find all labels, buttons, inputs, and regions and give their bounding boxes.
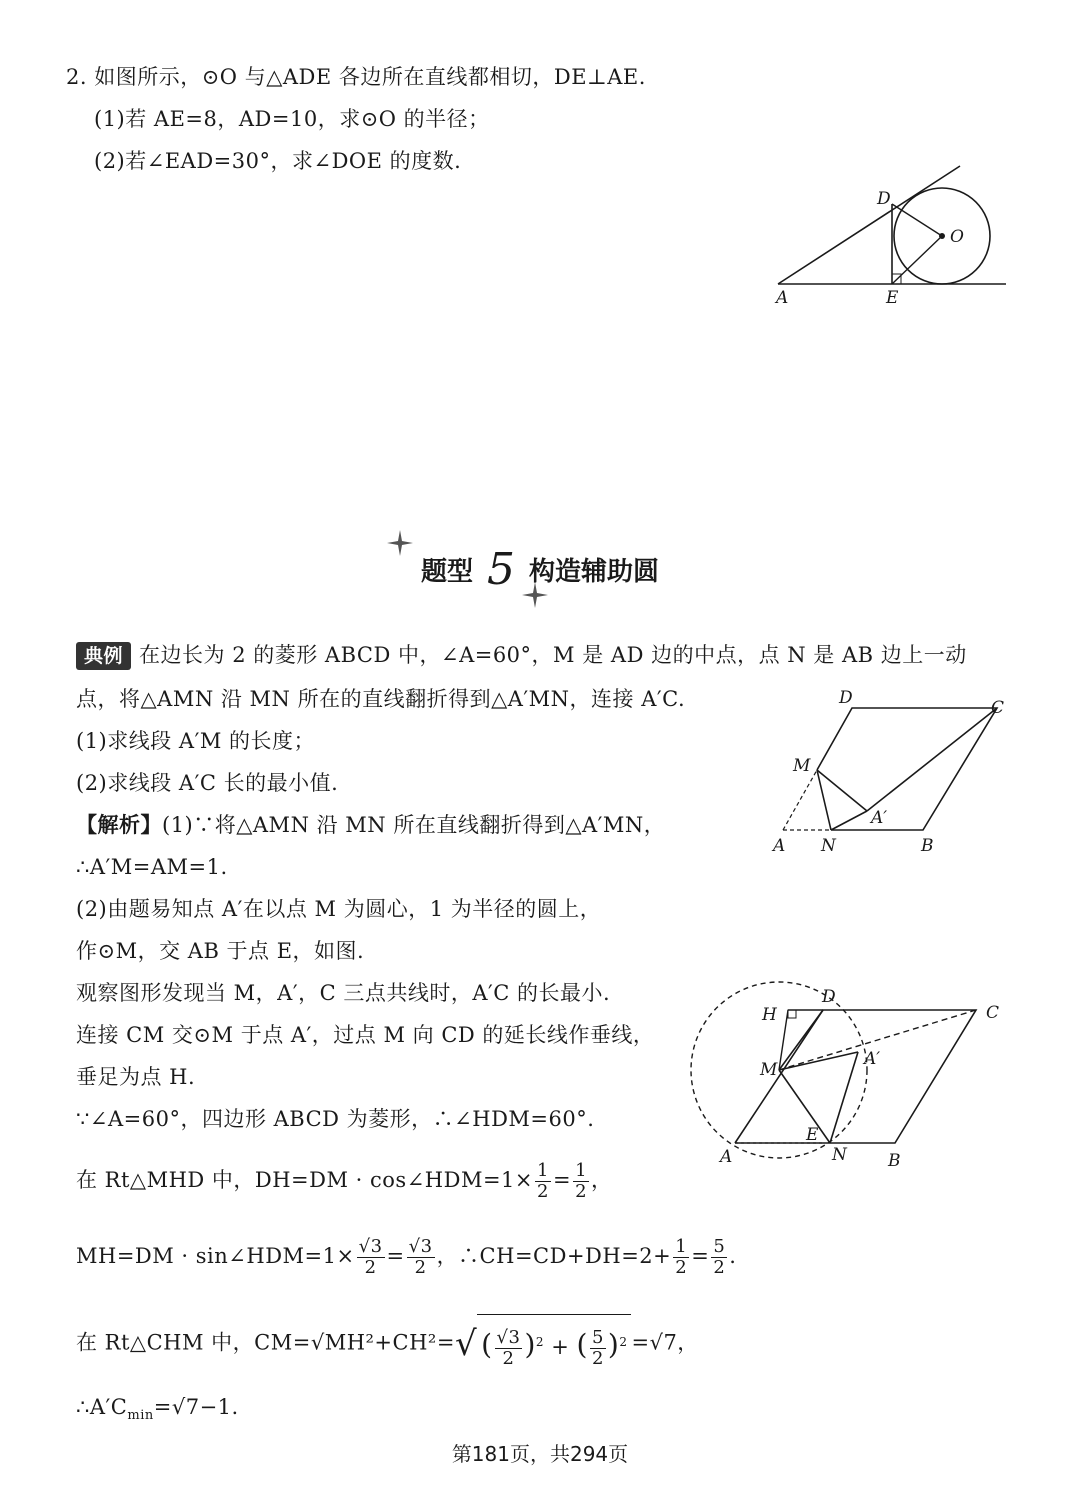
example-badge: 典例 <box>76 642 131 670</box>
fig3-label-c: C <box>986 1003 1000 1023</box>
fraction-sqrt3-half <box>357 1237 385 1278</box>
figure-circle-tangent <box>770 160 1020 310</box>
solution-line7: 垂足为点 H. <box>76 1065 196 1089</box>
line11-eq: = <box>436 1330 455 1355</box>
line11-sqrt: √MH²+CH² <box>310 1330 437 1355</box>
frac-num: √3 <box>408 1236 433 1257</box>
solution-line10 <box>76 1234 736 1278</box>
q2-line2: (1)若 AE=8，AD=10，求⊙O 的半径； <box>94 107 490 131</box>
line10-text-d: = <box>691 1244 710 1268</box>
line12-sub: min <box>127 1408 154 1424</box>
fig3-label-h: H <box>762 1005 777 1025</box>
fig3-label-n: N <box>832 1145 847 1165</box>
frac-num: 1 <box>537 1160 549 1181</box>
example-line2: 点，将△AMN 沿 MN 所在的直线翻折得到△A′MN，连接 A′C. <box>76 687 686 711</box>
frac-den: 2 <box>537 1181 549 1202</box>
frac-num: 1 <box>575 1160 588 1181</box>
line12-text: ∴A′C <box>76 1395 128 1419</box>
fig3-label-d: D <box>822 987 836 1007</box>
frac-den: 2 <box>675 1257 688 1278</box>
fig3-label-m: M <box>760 1060 778 1080</box>
solution-line4: 作⊙M，交 AB 于点 E，如图. <box>76 939 365 963</box>
solution-text1: (1)∵将△AMN 沿 MN 所在直线翻折得到△A′MN， <box>162 813 666 837</box>
fig1-label-e: E <box>886 288 899 308</box>
fig3-label-a-prime: A′ <box>864 1049 881 1069</box>
fig2-label-d: D <box>839 688 853 708</box>
line10-text-e: . <box>729 1244 737 1268</box>
fig3-label-e: E <box>806 1125 819 1145</box>
section-prefix: 题型 <box>420 557 473 587</box>
frac-den: 2 <box>364 1257 377 1278</box>
fig1-label-o: O <box>950 227 964 247</box>
fig2-label-n: N <box>821 836 836 856</box>
line9-text-b: = <box>552 1168 572 1192</box>
frac-den: 2 <box>591 1348 604 1369</box>
fig2-label-b: B <box>921 836 934 856</box>
example-line4: (2)求线段 A′C 长的最小值. <box>76 771 339 795</box>
frac-inner-1 <box>495 1328 523 1369</box>
fig2-label-c: C <box>991 698 1005 718</box>
section-title <box>0 545 1080 597</box>
frac-num: √3 <box>358 1236 383 1257</box>
line10-text-b: = <box>386 1244 405 1268</box>
figure-auxiliary-circle <box>690 980 1020 1175</box>
q2-line3: (2)若∠EAD=30°，求∠DOE 的度数. <box>94 149 462 173</box>
fraction-half-3 <box>673 1237 689 1278</box>
fig3-label-a: A <box>720 1147 733 1167</box>
fraction-five-half <box>711 1237 727 1278</box>
fraction-half <box>535 1161 551 1202</box>
fig2-label-a: A <box>773 836 786 856</box>
fig1-label-a: A <box>776 288 789 308</box>
frac-inner-2 <box>590 1328 606 1369</box>
line10-text-c: ，∴CH=CD+DH=2+ <box>436 1244 672 1268</box>
section-name: 构造辅助圆 <box>529 557 660 587</box>
solution-tag: 【解析】 <box>76 812 162 837</box>
line9-text-c: ， <box>591 1168 613 1192</box>
solution-line11 <box>76 1314 699 1374</box>
solution-line6: 连接 CM 交⊙M 于点 A′，过点 M 向 CD 的延长线作垂线， <box>76 1023 655 1047</box>
frac-num: 5 <box>591 1327 604 1348</box>
solution-line8: ∵∠A=60°，四边形 ABCD 为菱形，∴∠HDM=60°. <box>76 1107 595 1131</box>
fig2-label-a-prime: A′ <box>871 808 888 828</box>
frac-num: 1 <box>675 1236 688 1257</box>
example-line1 <box>76 640 967 670</box>
solution-line9 <box>76 1158 613 1202</box>
line12-text-b: =√7−1. <box>153 1395 239 1419</box>
q2-line1: 2. 如图所示，⊙O 与△ADE 各边所在直线都相切，DE⊥AE. <box>66 65 646 89</box>
frac-den: 2 <box>414 1257 427 1278</box>
line9-text-a: 在 Rt△MHD 中，DH=DM · cos∠HDM=1× <box>76 1168 533 1192</box>
section-number: 5 <box>487 544 515 595</box>
page-footer: 第181页，共294页 <box>451 1442 629 1466</box>
fig3-label-b: B <box>888 1151 901 1171</box>
line11-text-a: 在 Rt△CHM 中，CM= <box>76 1330 311 1355</box>
frac-num: 5 <box>713 1236 726 1257</box>
example-line3: (1)求线段 A′M 的长度； <box>76 729 316 753</box>
fraction-half-2 <box>573 1161 589 1202</box>
solution-line2: ∴A′M=AM=1. <box>76 855 228 879</box>
line10-text-a: MH=DM · sin∠HDM=1× <box>76 1244 355 1268</box>
solution-line3: (2)由题易知点 A′在以点 M 为圆心，1 为半径的圆上， <box>76 897 602 921</box>
big-sqrt: √ <box>454 1324 478 1364</box>
fig2-label-m: M <box>793 756 811 776</box>
line11-text-d: =√7， <box>631 1330 699 1355</box>
frac-den: 2 <box>713 1257 726 1278</box>
fig1-label-d: D <box>877 189 891 209</box>
solution-line1 <box>76 810 665 840</box>
frac-num: √3 <box>496 1327 521 1348</box>
solution-line12 <box>76 1392 239 1431</box>
example-text1: 在边长为 2 的菱形 ABCD 中，∠A=60°，M 是 AD 边的中点，点 N 是 AB 边上一动 <box>139 643 967 667</box>
sqrt-body: ( $\frac{√3}{2}$ )$^2$ + ( $\frac{5}{2}$ )$^2$ <box>477 1314 631 1374</box>
solution-line5: 观察图形发现当 M，A′，C 三点共线时，A′C 的长最小. <box>76 981 611 1005</box>
figure-rhombus <box>765 685 1045 865</box>
frac-den: 2 <box>575 1181 588 1202</box>
fraction-sqrt3-half-2 <box>407 1237 435 1278</box>
frac-den: 2 <box>502 1348 515 1369</box>
